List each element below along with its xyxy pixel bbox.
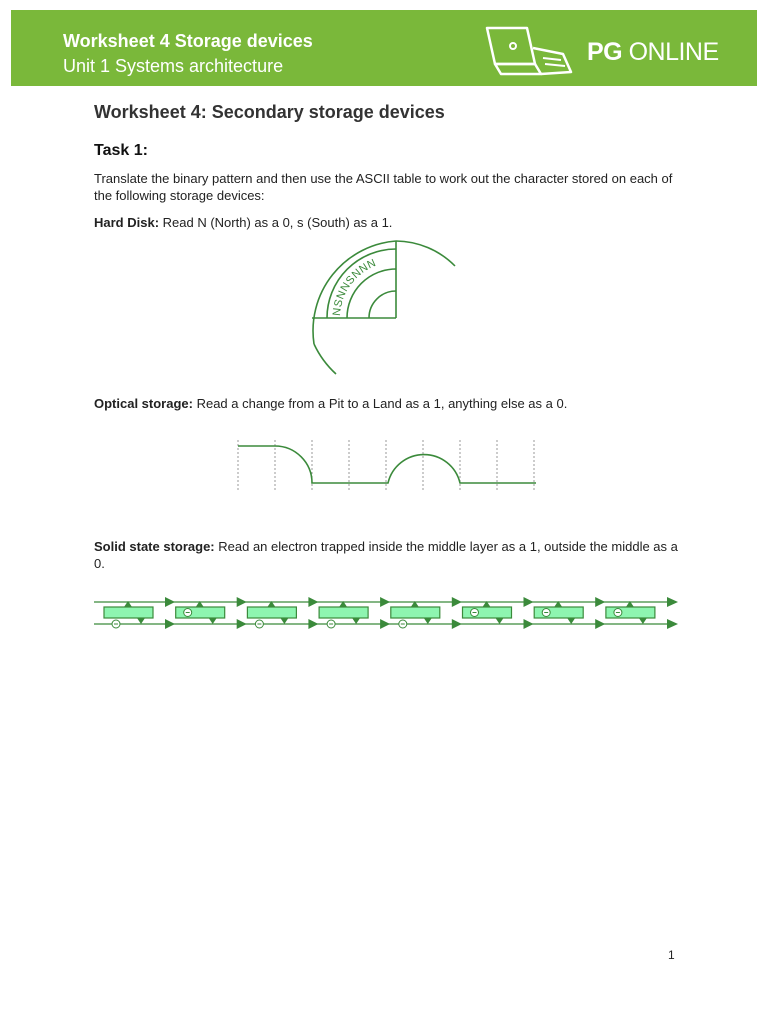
memory-cell [104,607,153,618]
hard-disk-instruction [94,214,684,231]
solid-state-label: Solid state storage: [94,539,215,554]
down-arrow-icon [496,618,504,624]
arrow-icon [237,597,247,607]
memory-cell [176,607,225,618]
hard-disk-label: Hard Disk: [94,215,160,230]
memory-cell [534,607,583,618]
arrow-icon [165,597,175,607]
document-title: Worksheet 4: Secondary storage devices [94,102,445,122]
header-subtitle: Unit 1 Systems architecture [63,56,284,76]
task-instructions: Translate the binary pattern and then use the ASCII table to work out the character stored on each of the following storage devices: [94,171,673,203]
arrow-icon [308,597,318,607]
arrow-icon [524,597,534,607]
down-arrow-icon [424,618,432,624]
down-arrow-icon [209,618,217,624]
optical-label: Optical storage: [94,396,193,411]
arrow-icon [452,597,462,607]
hard-disk-diagram [300,236,470,378]
memory-cell [247,607,296,618]
task-title: Task 1: [94,142,148,159]
memory-cell [463,607,512,618]
arrow-icon [524,619,534,629]
down-arrow-icon [137,618,145,624]
arrow-icon [380,619,390,629]
pg-online-logo [483,24,723,82]
logo-wordmark [587,38,719,67]
solid-state-instruction [94,538,684,572]
page-number: 1 [668,948,675,962]
down-arrow-icon [352,618,360,624]
arrow-icon [667,619,678,629]
memory-cell [391,607,440,618]
arrow-icon [452,619,462,629]
memory-cell [606,607,655,618]
optical-instruction [94,395,684,412]
down-arrow-icon [280,618,288,624]
solid-state-diagram [90,592,690,636]
down-arrow-icon [639,618,647,624]
arrow-icon [667,597,678,607]
down-arrow-icon [567,618,575,624]
arrow-icon [380,597,390,607]
logo-wordmark-bold: PG [587,38,623,66]
arrow-icon [308,619,318,629]
memory-cell [319,607,368,618]
logo-wordmark-rest: ONLINE [622,38,719,66]
hard-disk-text: Read N (North) as a 0, s (South) as a 1. [159,215,393,230]
arrow-icon [237,619,247,629]
solid-state-text: Read an electron trapped inside the middle layer as a 1, outside the middle as a 0. [94,539,678,571]
arrow-icon [165,619,175,629]
header-banner [11,10,757,86]
arrow-icon [595,597,605,607]
track-text-path: NSNNSNNN [330,256,379,317]
header-title: Worksheet 4 Storage devices [63,31,313,51]
optical-text: Read a change from a Pit to a Land as a 1, anything else as a 0. [192,396,568,411]
arrow-icon [595,619,605,629]
laptop-icon [483,24,583,82]
optical-diagram [234,436,544,494]
